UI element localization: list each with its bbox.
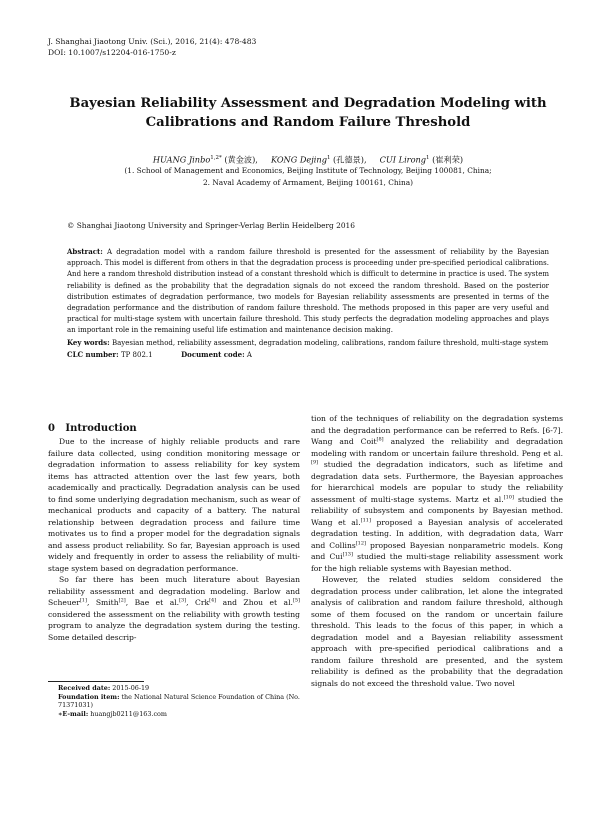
received-date: Received date: 2015-06-19 — [58, 684, 150, 692]
author-chinese-name: (黄金波), — [224, 154, 258, 165]
author-sup: 1,2* — [210, 155, 222, 161]
abstract-block — [67, 246, 549, 361]
author-chinese-name: (孔德景), — [333, 154, 367, 165]
right-column — [311, 413, 563, 689]
citation: [2] — [118, 597, 126, 604]
affiliations — [40, 165, 576, 188]
journal-citation: J. Shanghai Jiaotong Univ. (Sci.), 2016, 21(4): 478-483 — [48, 37, 257, 46]
body-paragraph: tion of the techniques of reliability on the degradation systems and the degradation performance can be referred to Refs. [6-7]. Wang and Coit[8] analyzed the reliability and degradation modeling with random or uncertain failure threshold. Peng et al.[9] studied the degradation indicators, such as lifetime and degradation data sets. Furthermore, the Bayesian approaches for hierarchical models are popular to study the reliability assessment of multi-stage systems. Martz et al.[10] studied the reliability of subsystem and components by Bayesian method. Wang et al.[11] proposed a Bayesian analysis of accelerated degradation testing. In addition, with degradation data, Warr and Collins[12] proposed Bayesian nonparametric models. Kong and Cui[13] studied the multi-stage reliability assessment work for the high reliable systems with Bayesian method. — [311, 414, 563, 573]
author-name: CUI Lirong — [379, 154, 427, 165]
email: ∗E-mail: huangjb0211@163.com — [58, 709, 167, 718]
section-heading — [48, 422, 300, 436]
author-sup: 1 — [426, 155, 430, 161]
body-paragraph: Due to the increase of highly reliable products and rare failure data collected, using condition monitoring message or degradation information to assess reliability for key system items has attracted attention over the last few years, both academically and practically. Degradation analysis can be used to find some underlying degradation mechanism, such as wear of mechanical products and capacity of a battery. The natural relationship between degradation process and failure time motivates us to find a proper model for the degradation signals and assess product reliability. So far, Bayesian approach is used widely and frequently in order to assess the reliability of multi-stage system based on degradation performance. — [48, 437, 300, 573]
abstract-text: A degradation model with a random failure threshold is presented for the assessment of reliability by the Bayesian approach. This model is different from others in that the degradation process is proceeding under pre-specified periodical calibrations. And here a random threshold distribution instead of a constant threshold which is difficult to determine in practice is used. The system reliability is defined as the probability that the degradation signals do not exceed the random threshold. Based on the posterior distribution estimates of degradation performance, two models for Bayesian reliability assessments are presented in terms of the degradation performance and the distribution of random failure threshold. The methods proposed in this paper are very useful and practical for multi-stage system with uncertain failure threshold. This study perfects the degradation modeling approaches and plays an important role in the remaining useful life estimation and maintenance decision making. — [67, 248, 549, 335]
running-header — [48, 36, 256, 58]
keywords-label: Key words: — [67, 337, 110, 347]
citation: [10] — [503, 493, 514, 500]
paper-title: Bayesian Reliability Assessment and Degradation Modeling with Calibrations and Random Failure Threshold — [69, 96, 547, 130]
citation: [13] — [342, 551, 353, 558]
affiliation-line: 2. Naval Academy of Armament, Beijing 100161, China) — [202, 177, 414, 187]
citation: [1] — [79, 597, 87, 604]
keywords-text: Bayesian method, reliability assessment, degradation modeling, calibrations, random failure threshold, multi-stage system — [111, 338, 549, 347]
citation: [11] — [360, 516, 371, 523]
section-number: 0 — [48, 423, 55, 434]
body-paragraph: So far there has been much literature about Bayesian reliability assessment and degradation modeling. Barlow and Scheuer[1], Smith[2], Bae et al.[3], Crk[4] and Zhou et al.[5] considered the assessment on the reliability with growth testing program to analyze the degradation system during the testing. Some detailed descrip- — [48, 575, 301, 642]
citation: [9] — [311, 459, 319, 466]
author-sup: 1 — [326, 155, 331, 161]
affiliation-line: (1. School of Management and Economics, Beijing Institute of Technology, Beijing 100081, China; — [124, 166, 492, 175]
doi: DOI: 10.1007/s12204-016-1750-z — [48, 48, 176, 57]
foundation-item: Foundation item: the National Natural Science Foundation of China (No. 71371031) — [58, 692, 300, 710]
citation: [12] — [355, 539, 366, 546]
document-code-label: Document code: — [181, 349, 245, 359]
citation: [4] — [209, 597, 217, 604]
classification-line — [67, 349, 549, 361]
author-chinese-name: (崔利荣) — [432, 154, 464, 165]
citation: [8] — [376, 436, 384, 443]
footnote-block — [58, 684, 302, 718]
citation: [5] — [292, 597, 301, 604]
copyright-notice: © Shanghai Jiaotong University and Springer-Verlag Berlin Heidelberg 2016 — [67, 221, 355, 230]
body-paragraph: However, the related studies seldom considered the degradation process under calibration, let alone the integrated analysis of calibration and random failure threshold, although some of them focused on the random or uncertain failure threshold. This leads to the focus of this paper, in which a degradation model and a Bayesian reliability assessment approach with pre-specified periodical calibrations and a random failure threshold are presented, and the system reliability is defined as the probability that the degradation signals do not exceed the threshold value. Two novel — [311, 575, 563, 688]
clc-value: TP 802.1 — [120, 350, 153, 359]
document-code-value: A — [246, 350, 252, 359]
abstract-paragraph — [67, 246, 549, 337]
left-column — [48, 422, 300, 643]
author-name: HUANG Jinbo — [152, 154, 211, 165]
section-title: Introduction — [65, 423, 137, 434]
keywords-paragraph — [67, 337, 549, 349]
abstract-label: Abstract: — [67, 247, 103, 256]
footnote-rule — [48, 681, 144, 682]
citation: [3] — [179, 597, 187, 604]
clc-label: CLC number: — [67, 349, 119, 359]
author-list — [40, 152, 576, 166]
author-name: KONG Dejing — [270, 154, 327, 165]
